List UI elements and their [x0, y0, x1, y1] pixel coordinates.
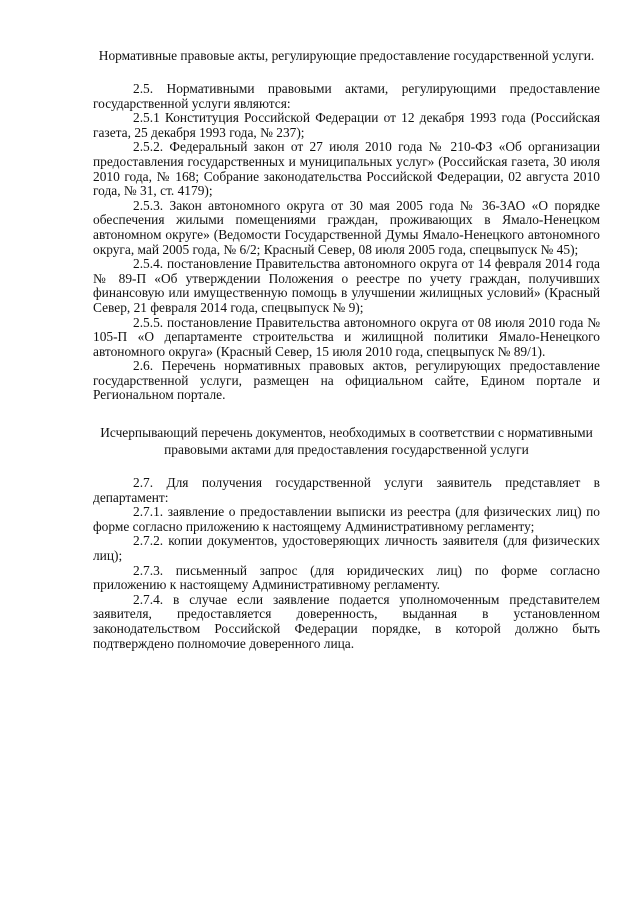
paragraph: 2.7.1. заявление о предоставлении выписки из реестра (для физических лиц) по форме согласно приложению к настоящему Административному регламенту;: [93, 504, 600, 534]
paragraph: 2.6. Перечень нормативных правовых актов, регулирующих предоставление государственной услуги, размещен на официальном сайте, Едином портале и Региональном портале.: [93, 358, 600, 403]
required-documents-section: [93, 476, 600, 651]
paragraph: 2.5.2. Федеральный закон от 27 июля 2010 года № 210-ФЗ «Об организации предоставления государственных и муниципальных услуг» (Российская газета, 30 июля 2010 года, № 168; Собрание законодательства Российской Федерации, 02 августа 2010 года, № 31, ст. 4179);: [93, 139, 600, 199]
normative-acts-section: [93, 82, 600, 403]
paragraph: 2.7.3. письменный запрос (для юридических лиц) по форме согласно приложению к настоящему Административному регламенту.: [93, 562, 600, 593]
paragraph: 2.7. Для получения государственной услуги заявитель представляет в департамент:: [93, 475, 600, 505]
paragraph: 2.5.1 Конституция Российской Федерации от 12 декабря 1993 года (Российская газета, 25 декабря 1993 года, № 237);: [93, 110, 600, 140]
section-heading-normative-acts: Нормативные правовые акты, регулирующие предоставление государственной услуги.: [98, 48, 595, 63]
paragraph: 2.5.5. постановление Правительства автономного округа от 08 июля 2010 года № 105-П «О департаменте строительства и жилищной политики Ямало-Ненецкого автономного округа» (Красный Север, 15 июля 2010 года, спецвыпуск № 89/1).: [93, 314, 600, 359]
paragraph: 2.5.4. постановление Правительства автономного округа от 14 февраля 2014 года № 89-П «Об утверждении Положения о реестре по учету граждан, получивших финансовую или имущественную помощь в улучшении жилищных условий» (Красный Север, 21 февраля 2014 года, спецвыпуск № 9);: [93, 256, 600, 315]
paragraph: 2.5.3. Закон автономного округа от 30 мая 2005 года № 36-ЗАО «О порядке обеспечения жилыми помещениями граждан, проживающих в Ямало-Ненецком автономном округе» (Ведомости Государственной Думы Ямало-Ненецкого автономного округа, май 2005 года, № 6/2; Красный Север, 08 июля 2005 года, спецвыпуск № 45);: [93, 197, 600, 257]
paragraph: 2.7.2. копии документов, удостоверяющих личность заявителя (для физических лиц);: [93, 533, 600, 564]
section-heading-required-documents: Исчерпывающий перечень документов, необходимых в соответствии с нормативными правовыми актами для предоставления государственной услуги: [100, 425, 593, 458]
paragraph: 2.5. Нормативными правовыми актами, регулирующими предоставление государственной услуги являются:: [93, 81, 600, 111]
paragraph: 2.7.4. в случае если заявление подается уполномоченным представителем заявителя, предоставляется доверенность, выданная в установленном законодательством Российской Федерации порядке, в которой должно быть подтверждено полномочие доверенного лица.: [93, 591, 600, 651]
